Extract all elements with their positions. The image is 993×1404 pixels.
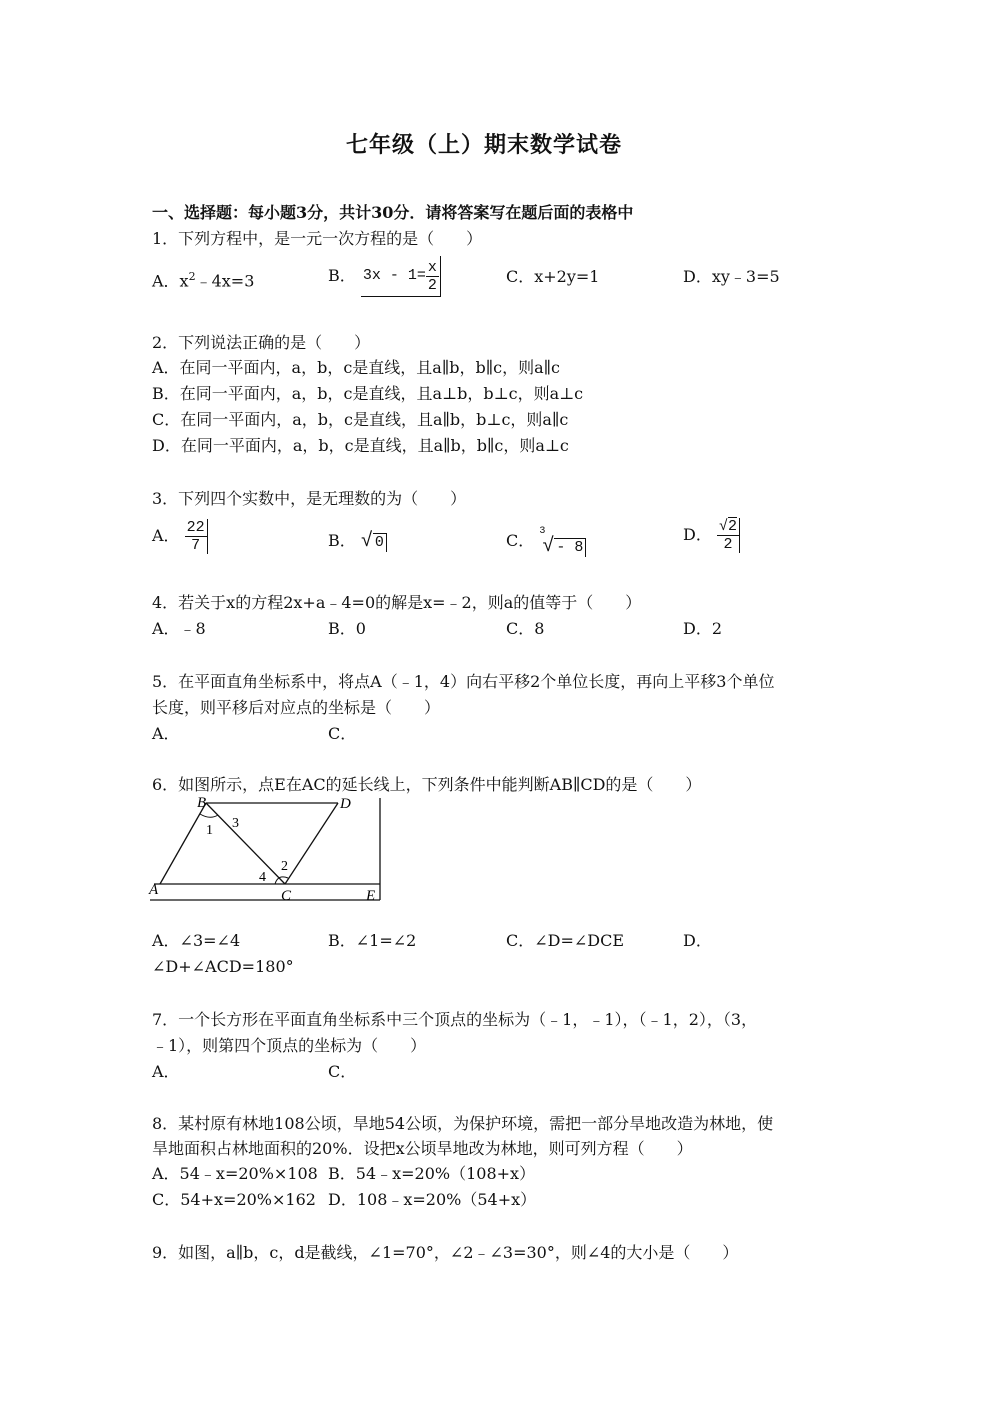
question-2-stem: 2．下列说法正确的是（ ）: [152, 333, 371, 352]
q3-d-numerator: [717, 518, 739, 536]
angle-label-2: 2: [281, 859, 288, 874]
q4-option-d: D．2: [683, 619, 723, 638]
sqrt-icon: √: [360, 529, 373, 553]
q3-b-sqrt: [360, 529, 387, 553]
q3-option-c: [506, 526, 586, 557]
q1-b-lhs: 3x - 1=: [362, 267, 426, 284]
question-6-stem: 6．如图所示，点E在AC的延长线上，下列条件中能判断AB∥CD的是（ ）: [152, 775, 702, 794]
q5-option-c: C．: [328, 724, 357, 743]
q3-a-fraction: [185, 519, 208, 554]
q2-option-c: C．在同一平面内，a，b，c是直线，且a∥b，b⊥c，则a∥c: [152, 410, 569, 429]
q4-option-a: A．﹣8: [152, 619, 206, 638]
label-b: B: [197, 795, 207, 811]
q3-a-prefix: A．: [152, 526, 180, 545]
q5-option-a: A．: [152, 724, 180, 743]
q4-option-c: C．8: [506, 619, 545, 638]
q6-option-c: C．∠D=∠DCE: [506, 931, 625, 950]
q6-option-b: B．∠1=∠2: [328, 931, 417, 950]
q1-a-rest: ﹣4x=3: [195, 271, 255, 291]
q1-b-equation: [361, 256, 441, 297]
q4-option-b: B．0: [328, 619, 366, 638]
q8-option-a: A．54﹣x=20%×108: [152, 1164, 318, 1183]
q1-option-a: [152, 266, 254, 292]
question-1-stem: 1．下列方程中，是一元一次方程的是（ ）: [152, 229, 483, 248]
section-heading: 一、选择题：每小题3分，共计30分．请将答案写在题后面的表格中: [152, 203, 634, 222]
q1-b-fraction: [426, 259, 439, 294]
q8-option-c: C．54+x=20%×162: [152, 1190, 316, 1209]
label-a: A: [149, 882, 159, 898]
question-4-stem: 4．若关于x的方程2x+a﹣4=0的解是x=﹣2，则a的值等于（ ）: [152, 593, 642, 612]
question-8-stem-line1: 8．某村原有林地108公顷，旱地54公顷，为保护环境，需把一部分旱地改造为林地，使: [152, 1114, 774, 1133]
question-8-stem-line2: 旱地面积占林地面积的20%．设把x公顷旱地改为林地，则可列方程（ ）: [152, 1139, 693, 1158]
q6-option-d-content: ∠D+∠ACD=180°: [152, 957, 294, 976]
q3-c-prefix: C．: [506, 531, 535, 550]
q1-b-numerator: x: [427, 258, 437, 276]
q6-figure: [148, 794, 388, 904]
q1-b-prefix: B．: [328, 266, 356, 285]
question-9-stem: 9．如图，a∥b，c，d是截线，∠1=70°，∠2﹣∠3=30°，则∠4的大小是（ ）: [152, 1243, 739, 1262]
q1-option-b: [328, 256, 441, 297]
q3-b-prefix: B．: [328, 531, 356, 550]
q1-a-exponent: 2: [188, 270, 196, 283]
q3-d-prefix: D．: [683, 525, 712, 544]
q3-d-fraction: [717, 518, 740, 553]
q1-b-denominator: 2: [427, 276, 437, 294]
angle-label-4: 4: [259, 870, 266, 885]
q3-option-a: [152, 516, 208, 556]
question-5-stem-line2: 长度，则平移后对应点的坐标是（ ）: [152, 698, 441, 717]
line-cd: [285, 803, 338, 884]
q3-c-cuberoot: [539, 527, 586, 557]
angle-arc-b: [200, 814, 218, 817]
q3-a-numerator: 22: [186, 519, 205, 536]
q1-option-d: D．xy﹣3=5: [683, 267, 780, 286]
q8-option-b: B．54﹣x=20%（108+x）: [328, 1164, 536, 1183]
q3-option-b: [328, 526, 387, 556]
label-d: D: [340, 796, 351, 812]
q1-a-prefix: A．x: [152, 271, 189, 291]
page-title: 七年级（上）期末数学试卷: [346, 132, 623, 158]
q8-option-d: D．108﹣x=20%（54+x）: [328, 1190, 537, 1209]
q1-option-c: C．x+2y=1: [506, 267, 600, 286]
q3-c-radicand: - 8: [554, 538, 586, 557]
line-ab: [160, 803, 206, 884]
question-7-stem-line1: 7．一个长方形在平面直角坐标系中三个顶点的坐标为（﹣1，﹣1），（﹣1，2），（3，: [152, 1010, 758, 1029]
q3-a-denominator: 7: [191, 537, 201, 554]
q6-option-a: A．∠3=∠4: [152, 931, 241, 950]
q2-option-b: B．在同一平面内，a，b，c是直线，且a⊥b，b⊥c，则a⊥c: [152, 384, 584, 403]
q3-d-radicand: 2: [727, 518, 737, 535]
q3-d-denominator: 2: [723, 536, 733, 553]
question-3-stem: 3．下列四个实数中，是无理数的为（ ）: [152, 489, 467, 508]
q2-option-d: D．在同一平面内，a，b，c是直线，且a∥b，b∥c，则a⊥c: [152, 436, 569, 455]
root-icon: √: [542, 534, 555, 558]
q6-option-d: D．: [683, 931, 712, 950]
q3-b-radicand: 0: [373, 533, 387, 552]
question-5-stem-line1: 5．在平面直角坐标系中，将点A（﹣1，4）向右平移2个单位长度，再向上平移3个单位: [152, 672, 775, 691]
q7-option-a: A．: [152, 1062, 180, 1081]
sqrt-icon: √: [718, 518, 728, 535]
q3-c-index: 3: [539, 525, 546, 537]
label-c: C: [281, 888, 292, 904]
label-e: E: [366, 888, 376, 904]
q7-option-c: C．: [328, 1062, 357, 1081]
angle-label-1: 1: [206, 823, 213, 838]
q3-option-d: [683, 513, 740, 557]
angle-label-3: 3: [232, 816, 239, 831]
question-7-stem-line2: ﹣1），则第四个顶点的坐标为（ ）: [152, 1036, 427, 1055]
q2-option-a: A．在同一平面内，a，b，c是直线，且a∥b，b∥c，则a∥c: [152, 358, 560, 377]
